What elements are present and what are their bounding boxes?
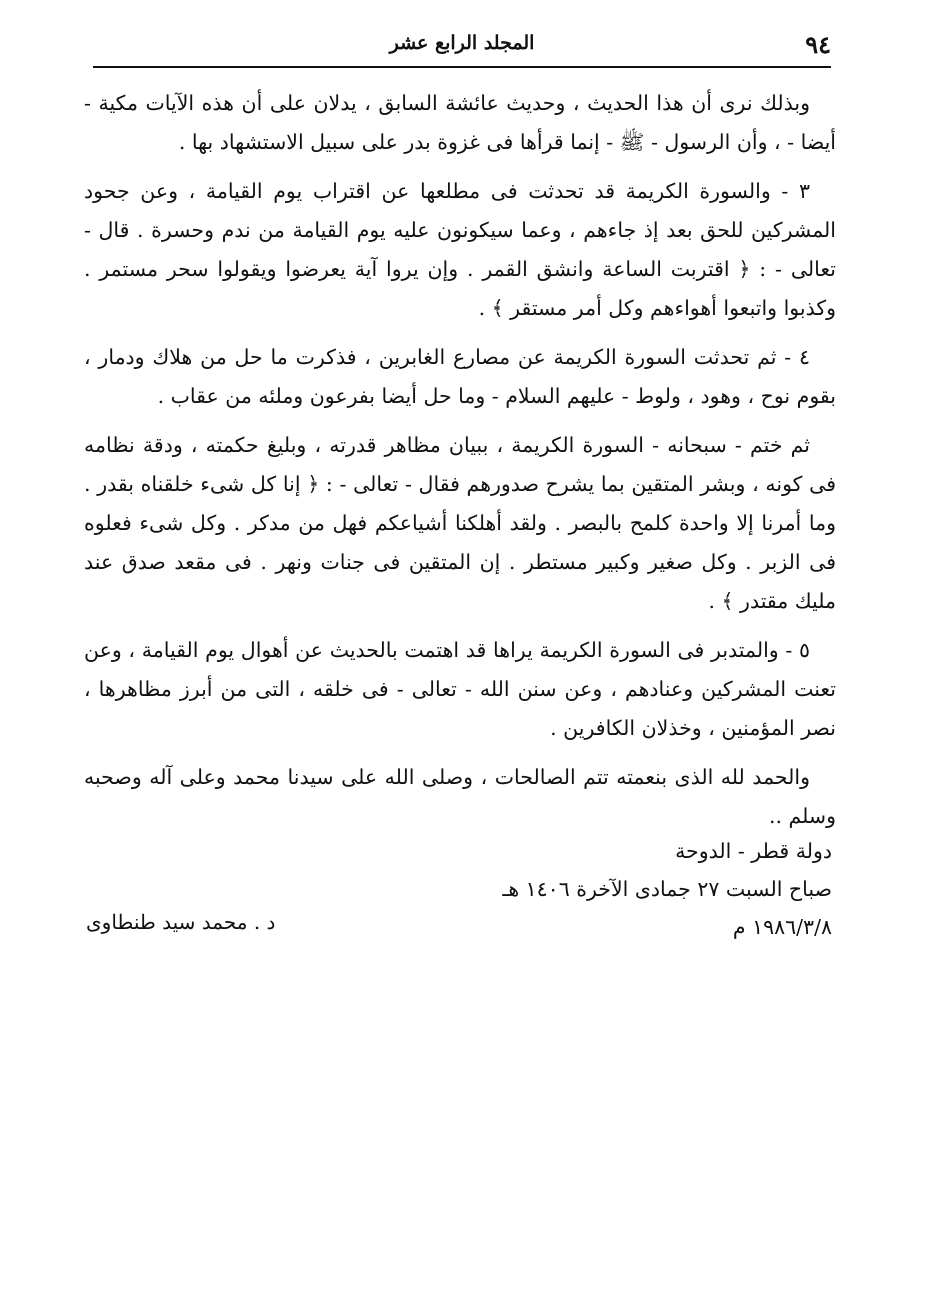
paragraph-2: ٣ - والسورة الكريمة قد تحدثت فى مطلعها عن اقتراب يوم القيامة ، وعن جحود المشركين للحق بعد إذ جاءهم ، وعما سيكونون عليه يوم القيامة من ندم وحسرة . قال - تعالى - : ﴿ اقتربت الساعة وانشق القمر . وإن يروا آية يعرضوا ويقولوا سحر مستمر . وكذبوا واتبعوا أهواءهم وكل أمر مستقر ﴾ . <box>84 179 836 320</box>
paragraph-3: ٤ - ثم تحدثت السورة الكريمة عن مصارع الغابرين ، فذكرت ما حل من هلاك ودمار ، بقوم نوح ، وهود ، ولوط - عليهم السلام - وما حل أيضا بفرعون وملئه من عقاب . <box>84 345 836 408</box>
sign-off-place: دولة قطر - الدوحة <box>675 839 832 863</box>
body-text <box>84 84 836 846</box>
header-rule <box>93 66 831 68</box>
author-name: د . محمد سيد طنطاوى <box>86 910 276 934</box>
paragraph-6: والحمد لله الذى بنعمته تتم الصالحات ، وصلى الله على سيدنا محمد وعلى آله وصحبه وسلم .. <box>84 765 836 828</box>
paragraph-1: وبذلك نرى أن هذا الحديث ، وحديث عائشة السابق ، يدلان على أن هذه الآيات مكية - أيضا - ، وأن الرسول - ﷺ - إنما قرأها فى غزوة بدر على سبيل الاستشهاد بها . <box>84 91 836 154</box>
page-header <box>93 26 831 64</box>
paragraph-5: ٥ - والمتدبر فى السورة الكريمة يراها قد اهتمت بالحديث عن أهوال يوم القيامة ، وعن تعنت المشركين وعنادهم ، وعن سنن الله - تعالى - فى خلقه ، التى من أبرز مظاهرها ، نصر المؤمنين ، وخذلان الكافرين . <box>84 638 836 740</box>
sign-off-hijri-date: صباح السبت ٢٧ جمادى الآخرة ١٤٠٦ هـ <box>502 877 832 901</box>
paragraph-4: ثم ختم - سبحانه - السورة الكريمة ، ببيان مظاهر قدرته ، وبليغ حكمته ، ودقة نظامه فى كونه ، وبشر المتقين بما يشرح صدورهم فقال - تعالى - : ﴿ إنا كل شىء خلقناه بقدر . وما أمرنا إلا واحدة كلمح بالبصر . ولقد أهلكنا أشياعكم فهل من مدكر . وكل شىء فعلوه فى الزبر . وكل صغير وكبير مستطر . إن المتقين فى جنات ونهر . فى مقعد صدق عند مليك مقتدر ﴾ . <box>84 433 836 613</box>
sign-off-gregorian-date: ١٩٨٦/٣/٨ م <box>732 915 832 939</box>
page-number: ٩٤ <box>805 30 831 59</box>
running-title: المجلد الرابع عشر <box>389 32 535 54</box>
